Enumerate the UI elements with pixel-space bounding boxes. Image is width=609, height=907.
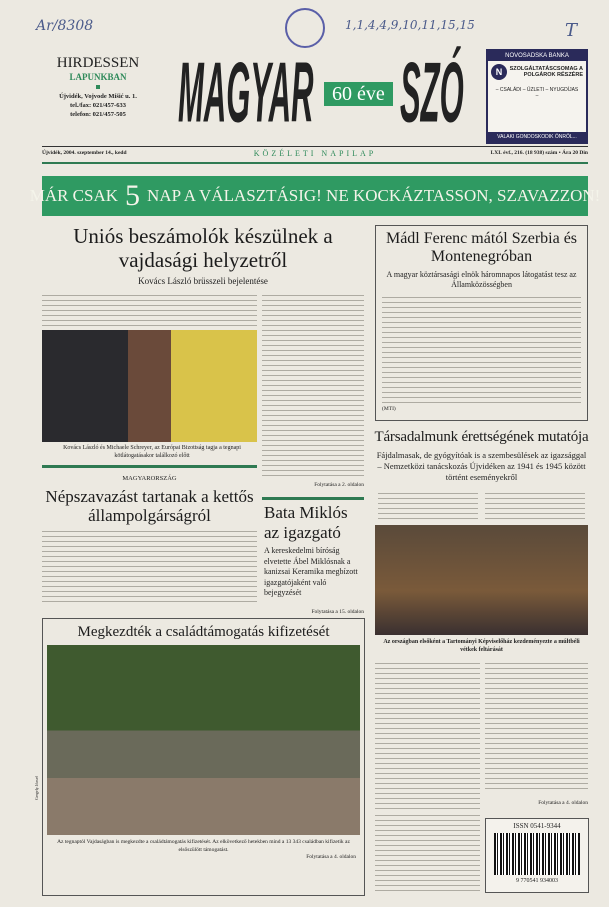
ad-left-subtitle: LAPUNKBAN — [69, 72, 127, 82]
ad-phone: telefon: 021/457-505 — [70, 111, 126, 118]
caption-kovacs: Kovács László és Michaele Schreyer, az Európai Bizottság tagja a tegnapi kötlátogatásakor találkozó előtt — [63, 445, 241, 459]
bank-service: SZOLGÁLTATÁSCSOMAG A POLGÁROK RÉSZÉRE — [509, 66, 583, 78]
tagline: KÖZÉLETI NAPILAP — [253, 149, 377, 158]
body-unios — [42, 292, 257, 326]
headline-madl: Mádl Ferenc mától Szerbia és Montenegróban — [385, 230, 578, 265]
ad-left — [48, 55, 148, 119]
subtitle-madl: A magyar köztársasági elnök háromnapos látogatást tesz az Államközösségben — [386, 270, 577, 289]
cont-unios: Folytatása a 2. oldalon — [314, 482, 364, 488]
bank-name: NOVOSADSKA BANKA — [488, 51, 586, 61]
bank-ad — [486, 49, 588, 144]
handwritten-mark: T — [565, 20, 578, 41]
bank-slogan: VALAKI GONDOSKODIK ÖNRŐL... — [488, 132, 586, 142]
banner-number: 5 — [125, 179, 141, 212]
ad-address: Újvidék, Vojvode Mišić u. 1. — [59, 93, 137, 100]
lead-bata: A kereskedelmi bíróság elvetette Ábel Miklósnak a kanizsai Keramika megbízott igazgatójaként való bejegyzését — [264, 546, 358, 597]
masthead-name-b: SZÓ — [400, 44, 464, 141]
bank-options: – CSALÁDI – ÜZLETI – NYUGDÍJAS – — [495, 87, 579, 99]
headline-nepszavazas: Népszavazást tartanak a kettős állampolgárságról — [45, 487, 254, 525]
kicker-nepszavazas: MAGYARORSZÁG — [122, 475, 177, 482]
caption-family: Az tegnaptól Vajdaságban is megkezdte a családtámogatás kifizetését. Az elkövetkező hetekben mind a 13 343 családban kifizetik az elsőszülött támogatást. — [57, 839, 350, 853]
masthead-name-a: MAGYAR — [178, 44, 314, 141]
cont-csalad: Folytatása a 4. oldalon — [306, 854, 356, 860]
issn-label: ISSN 0541-9344 — [513, 822, 561, 830]
issn-barcode — [485, 818, 589, 893]
body-nepszavazas — [42, 528, 257, 606]
election-banner — [29, 176, 601, 216]
photo-credit: Gergely József — [34, 776, 39, 800]
masthead-logo — [178, 44, 478, 141]
madl-box — [375, 225, 588, 421]
barcode-icon — [494, 833, 580, 875]
handwritten-archive-number: Ar/8308 — [36, 18, 94, 34]
barcode-digits: 9 770541 934003 — [516, 878, 558, 884]
headline-csalad: Megkezdték a családtámogatás kifizetését — [77, 624, 330, 640]
subtitle-unios: Kovács László brüsszeli bejelentése — [138, 276, 268, 286]
headline-bata: Bata Miklós az igazgató — [264, 503, 348, 542]
banner-text-a: MÁR CSAK — [29, 186, 119, 205]
photo-family — [47, 645, 360, 835]
ad-tel: tel./fax: 021/457-633 — [70, 102, 126, 109]
cont-bata: Folytatása a 15. oldalon — [311, 609, 364, 615]
dateline-issue: LXI. évf., 216. (18 938) szám • Ára 20 Din — [490, 150, 588, 156]
madl-source: (MTI) — [382, 406, 396, 412]
photo-kovacs — [42, 330, 257, 442]
banner-text-b: NAP A VÁLASZTÁSIG! NE KOCKÁZTASSON, SZAVAZZON! — [147, 186, 601, 205]
headline-tarsadalmunk: Társadalmunk érettségének mutatója — [374, 429, 589, 445]
handwritten-issue-marks: 1,1,4,4,9,10,11,15,15 — [345, 18, 475, 32]
csalad-box — [42, 618, 365, 896]
cont-tarsadalmunk: Folytatása a 4. oldalon — [538, 800, 588, 806]
dateline-date: Újvidék, 2004. szeptember 14., kedd — [42, 150, 127, 156]
library-stamp — [285, 8, 325, 48]
subtitle-tarsadalmunk: Fájdalmasak, de gyógyítóak is a szembesülések az igazsággal – Nemzetközi tanácskozás Újvidéken az 1941 és 1945 között történt eseményekről — [376, 450, 587, 482]
anniversary-badge: 60 éve — [324, 82, 393, 106]
caption-conference: Az országban elsőként a Tartományi Képviselőház kezdeményezte a múltbéli vétkek feltárását — [383, 639, 580, 653]
headline-unios: Uniós beszámolók készülnek a vajdasági helyzetről — [73, 224, 333, 272]
bank-logo-icon: N — [491, 64, 507, 80]
ad-left-title: HIRDESSEN — [56, 55, 140, 71]
photo-conference — [375, 525, 588, 635]
